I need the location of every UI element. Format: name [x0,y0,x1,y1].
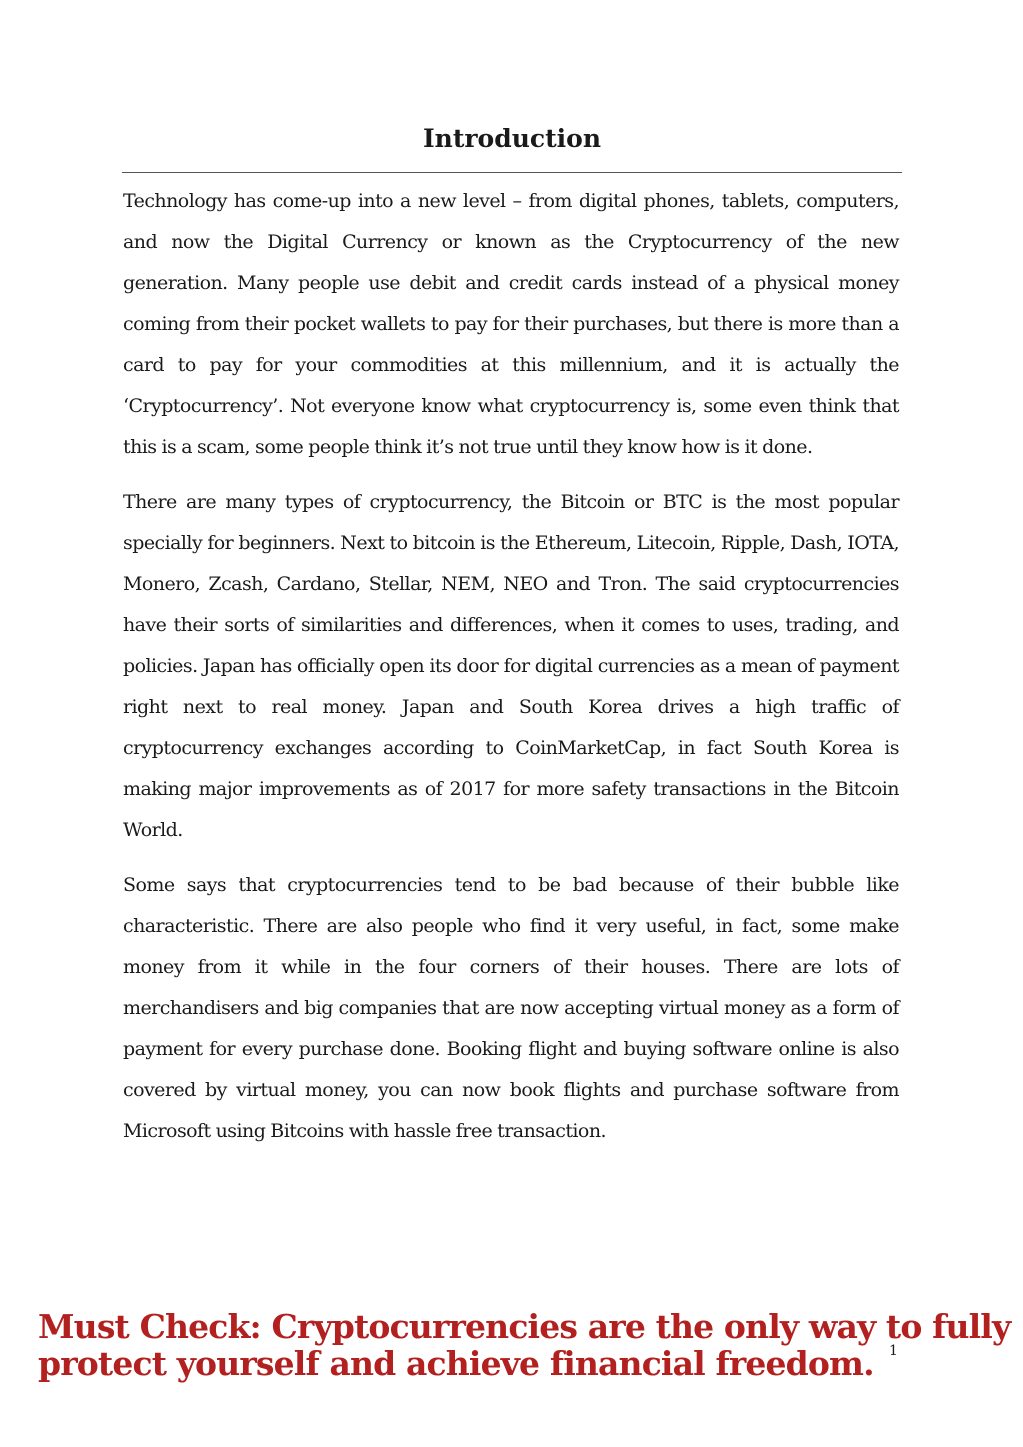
heading-divider [122,172,902,173]
paragraph-1: Technology has come-up into a new level – from digital phones, tablets, computers, and now the Digital Currency or known as the Cryptocurrency of the new generation. Many people use debit and credit cards instead of a physical money coming from their pocket wallets to pay for their purchases, but there is more than a card to pay for your commodities at this millennium, and it is actually the ‘Cryptocurrency’. Not everyone know what cryptocurrency is, some even think that this is a scam, some people think it’s not true until they know how is it done. [123,190,899,458]
body-text [123,181,899,1166]
page-number: 1 [889,1343,898,1359]
paragraph-2: There are many types of cryptocurrency, the Bitcoin or BTC is the most popular specially for beginners. Next to bitcoin is the Ethereum, Litecoin, Ripple, Dash, IOTA, Monero, Zcash, Cardano, Stellar, NEM, NEO and Tron. The said cryptocurrencies have their sorts of similarities and differences, when it comes to uses, trading, and policies. Japan has officially open its door for digital currencies as a mean of payment right next to real money. Japan and South Korea drives a high traffic of cryptocurrency exchanges according to CoinMarketCap, in fact South Korea is making major improvements as of 2017 for more safety transactions in the Bitcoin World. [123,491,899,841]
paragraph-3: Some says that cryptocurrencies tend to be bad because of their bubble like characteristic. There are also people who find it very useful, in fact, some make money from it while in the four corners of their houses. There are lots of merchandisers and big companies that are now accepting virtual money as a form of payment for every purchase done. Booking flight and buying software online is also covered by virtual money, you can now book flights and purchase software from Microsoft using Bitcoins with hassle free transaction. [123,874,899,1142]
must-check-link[interactable]: Must Check: Cryptocurrencies are the only way to fully protect yourself and achieve financial freedom. [38,1307,1011,1383]
section-heading: Introduction [422,124,602,153]
